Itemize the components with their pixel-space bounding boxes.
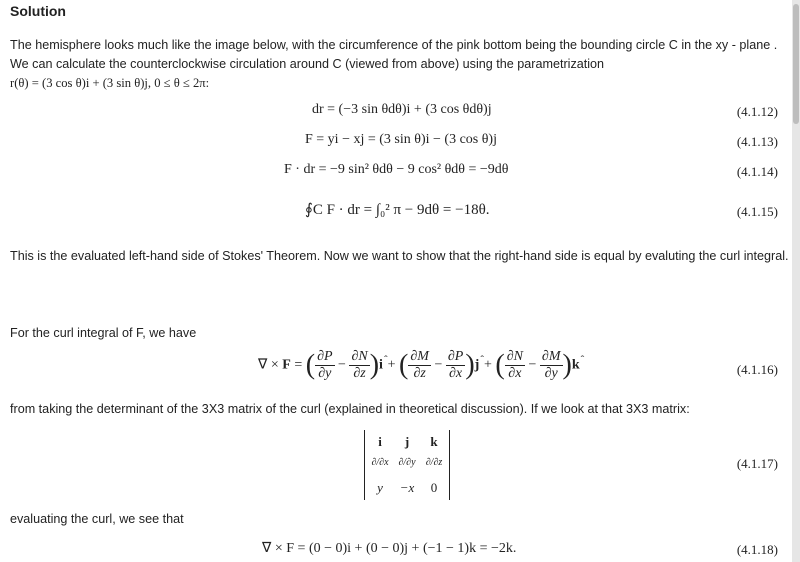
intro-line-1: The hemisphere looks much like the image below, with the circumference of the pink bottom being the bounding circle C in the xy - plane .: [10, 38, 778, 52]
equation-curl-result: ∇ × F = (0 − 0)i + (0 − 0)j + (−1 − 1)k = −2k.: [262, 541, 517, 556]
stokes-paragraph: This is the evaluated left-hand side of Stokes' Theorem. Now we want to show that the right-hand side is equal by evaluting the curl integral.: [10, 249, 789, 263]
matrix-cell: ∂/∂y: [398, 457, 416, 468]
matrix-cell: i: [378, 434, 382, 449]
matrix-cell: 0: [430, 480, 438, 495]
equation-number: (4.1.13): [736, 134, 778, 149]
matrix-cell: ∂/∂x: [371, 457, 389, 468]
determinant-paragraph: from taking the determinant of the 3X3 matrix of the curl (explained in theoretical discussion). If we look at that 3X3 matrix:: [10, 402, 690, 416]
equation-F-dot-dr: F · dr = −9 sin² θdθ − 9 cos² θdθ = −9dθ: [284, 162, 509, 177]
scrollbar-thumb[interactable]: [793, 4, 799, 124]
equation-number: (4.1.14): [736, 164, 778, 179]
equation-number: (4.1.17): [736, 456, 778, 471]
matrix-cell: −x: [399, 480, 415, 495]
matrix-cell: ∂/∂z: [425, 457, 443, 468]
equation-dr: dr = (−3 sin θdθ)i + (3 cos θdθ)j: [312, 102, 492, 117]
matrix-cell: k: [430, 434, 438, 449]
equation-line-integral: ∮C F · dr = ∫₀² π − 9dθ = −18θ.: [305, 202, 490, 218]
equation-F: F = yi − xj = (3 sin θ)i − (3 cos θ)j: [305, 132, 497, 147]
curl-intro-paragraph: For the curl integral of F, we have: [10, 326, 197, 340]
equation-number: (4.1.15): [736, 204, 778, 219]
matrix-cell: j: [404, 434, 410, 449]
equation-number: (4.1.16): [736, 362, 778, 377]
solution-heading: Solution: [10, 3, 66, 19]
evaluating-paragraph: evaluating the curl, we see that: [10, 512, 184, 526]
equation-curl-definition: ∇ × F = ( $\frac{\partial P}{\partial y}$ − $\frac{\partial N}{\partial z}$ )$i^ˆ+$ ( $\frac{\partial M}{\partial z}$ − $\frac{\partial P}{\partial x}$ )$j^ˆ+$ ( $\frac{\partial N}{\partial x}$ − $\frac{\partial M}{\partial y}$ )$k^ˆ$: [258, 349, 585, 381]
matrix-cell: y: [377, 480, 383, 495]
intro-line-2: We can calculate the counterclockwise circulation around C (viewed from above) using the parametrization: [10, 57, 605, 71]
intro-paragraph: [10, 36, 792, 93]
vertical-scrollbar[interactable]: [792, 0, 800, 562]
equation-number: (4.1.12): [736, 104, 778, 119]
equation-number: (4.1.18): [736, 542, 778, 557]
intro-line-3: r(θ) = (3 cos θ)i + (3 sin θ)j, 0 ≤ θ ≤ 2π:: [10, 76, 210, 90]
curl-matrix: [364, 430, 450, 500]
